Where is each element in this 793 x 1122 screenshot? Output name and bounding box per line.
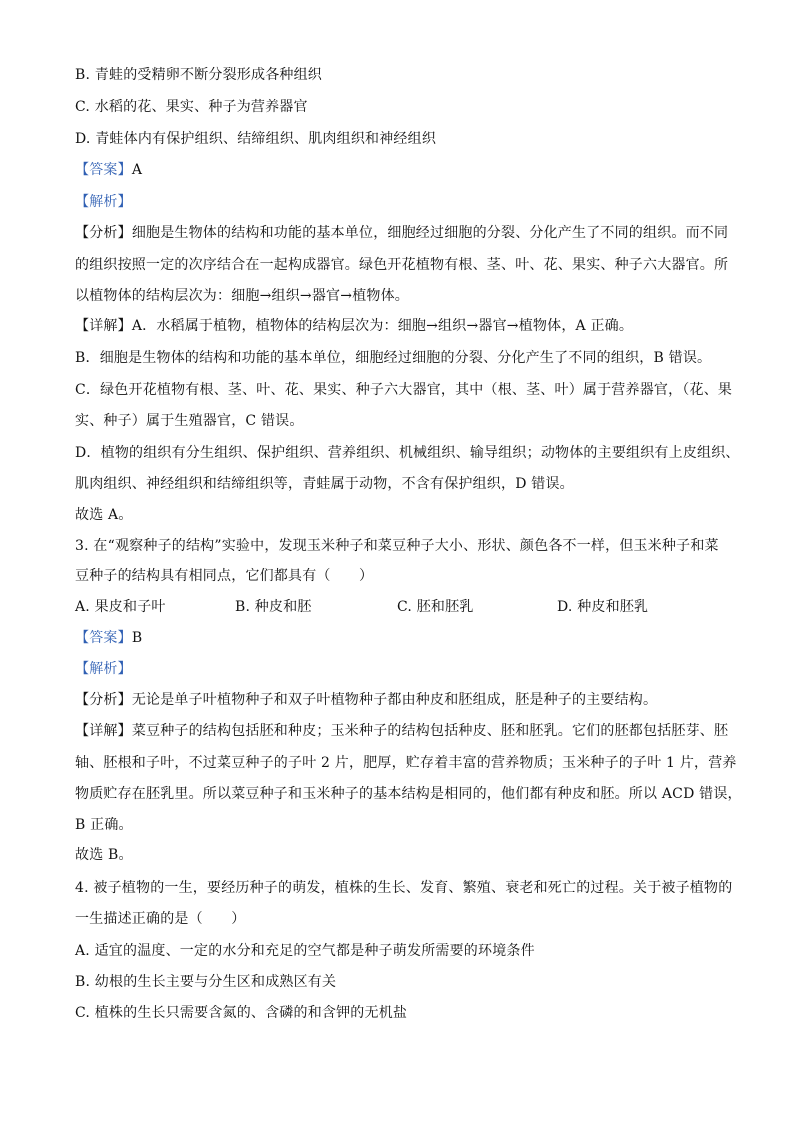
q3-xiangjie-line-1 xyxy=(75,721,729,741)
q3-xiangjie-line-2: 轴、胚根和子叶，不过菜豆种子的子叶 2 片，肥厚，贮存着丰富的营养物质；玉米种子的子叶 1 片，营养 xyxy=(75,755,737,771)
q2-fenxi-text-1: 细胞是生物体的结构和功能的基本单位，细胞经过细胞的分裂、分化产生了不同的组织。而不同 xyxy=(131,225,729,241)
q3-answer-line xyxy=(75,628,723,648)
q4-stem-2: 一生描述正确的是（ ） xyxy=(75,911,246,927)
q2-option-d: D. 青蛙体内有保护组织、结缔组织、肌肉组织和神经组织 xyxy=(75,131,437,147)
xiangjie-tag: 【详解】 xyxy=(75,318,132,334)
q2-answer-value: A xyxy=(131,162,143,178)
q3-fenxi-line xyxy=(75,690,723,710)
q3-option-d: D. 种皮和胚乳 xyxy=(557,599,649,615)
q2-xiangjie-b: B．细胞是生物体的结构和功能的基本单位，细胞经过细胞的分裂、分化产生了不同的组织，B 错误。 xyxy=(75,350,712,366)
q2-xiangjie-line-a xyxy=(75,316,723,336)
q3-option-b: B. 种皮和胚 xyxy=(235,599,312,615)
q2-conclusion: 故选 A。 xyxy=(75,507,133,523)
q3-option-a: A. 果皮和子叶 xyxy=(75,599,166,615)
analysis-tag: 【解析】 xyxy=(75,661,132,677)
q2-fenxi-line-1 xyxy=(75,223,729,243)
q3-xiangjie-line-4: B 正确。 xyxy=(75,817,133,833)
q3-xiangjie-text-1: 菜豆种子的结构包括胚和种皮；玉米种子的结构包括种皮、胚和胚乳。它们的胚都包括胚芽、胚 xyxy=(131,723,729,739)
q2-xiangjie-c1: C．绿色开花植物有根、茎、叶、花、果实、种子六大器官，其中（根、茎、叶）属于营养器官，（花、果 xyxy=(75,382,733,398)
fenxi-tag: 【分析】 xyxy=(75,692,132,708)
q3-conclusion: 故选 B。 xyxy=(75,847,133,863)
q2-xiangjie-d2: 肌肉组织、神经组织和结缔组织等，青蛙属于动物，不含有保护组织，D 错误。 xyxy=(75,476,574,492)
q4-option-b: B. 幼根的生长主要与分生区和成熟区有关 xyxy=(75,974,337,990)
q2-fenxi-line-3: 以植物体的结构层次为：细胞→组织→器官→植物体。 xyxy=(75,288,409,304)
q2-analysis-tag xyxy=(75,192,723,212)
q3-option-c: C. 胚和胚乳 xyxy=(397,599,474,615)
q4-stem-1: 4. 被子植物的一生，要经历种子的萌发，植株的生长、发育、繁殖、衰老和死亡的过程。关于被子植物的 xyxy=(75,880,733,896)
q3-fenxi-text: 无论是单子叶植物种子和双子叶植物种子都由种皮和胚组成，胚是种子的主要结构。 xyxy=(131,692,658,708)
q4-option-c: C. 植株的生长只需要含氮的、含磷的和含钾的无机盐 xyxy=(75,1005,408,1021)
q3-options xyxy=(75,597,723,617)
q2-option-c: C. 水稻的花、果实、种子为营养器官 xyxy=(75,99,308,115)
q2-xiangjie-a: A．水稻属于植物，植物体的结构层次为：细胞→组织→器官→植物体，A 正确。 xyxy=(131,318,634,334)
q2-xiangjie-d1: D．植物的组织有分生组织、保护组织、营养组织、机械组织、输导组织；动物体的主要组织有上皮组织、 xyxy=(75,445,740,461)
q3-analysis-tag xyxy=(75,659,723,679)
q2-fenxi-line-2: 的组织按照一定的次序结合在一起构成器官。绿色开花植物有根、茎、叶、花、果实、种子六大器官。所 xyxy=(75,257,729,273)
xiangjie-tag: 【详解】 xyxy=(75,723,132,739)
q3-stem-2: 豆种子的结构具有相同点，它们都具有（ ） xyxy=(75,568,374,584)
q3-xiangjie-line-3: 物质贮存在胚乳里。所以菜豆种子和玉米种子的基本结构是相同的，他们都有种皮和胚。所以 ACD 错误， xyxy=(75,786,742,802)
q3-answer-value: B xyxy=(131,630,143,646)
fenxi-tag: 【分析】 xyxy=(75,225,132,241)
q3-stem-1: 3. 在“观察种子的结构”实验中，发现玉米种子和菜豆种子大小、形状、颜色各不一样，但玉米种子和菜 xyxy=(75,538,719,554)
q2-option-b: B. 青蛙的受精卵不断分裂形成各种组织 xyxy=(75,67,322,83)
answer-tag: 【答案】 xyxy=(75,162,132,178)
answer-tag: 【答案】 xyxy=(75,630,132,646)
analysis-tag: 【解析】 xyxy=(75,194,132,210)
q2-answer-line xyxy=(75,160,723,180)
q2-xiangjie-c2: 实、种子）属于生殖器官，C 错误。 xyxy=(75,413,304,429)
q4-option-a: A. 适宜的温度、一定的水分和充足的空气都是种子萌发所需要的环境条件 xyxy=(75,943,535,959)
